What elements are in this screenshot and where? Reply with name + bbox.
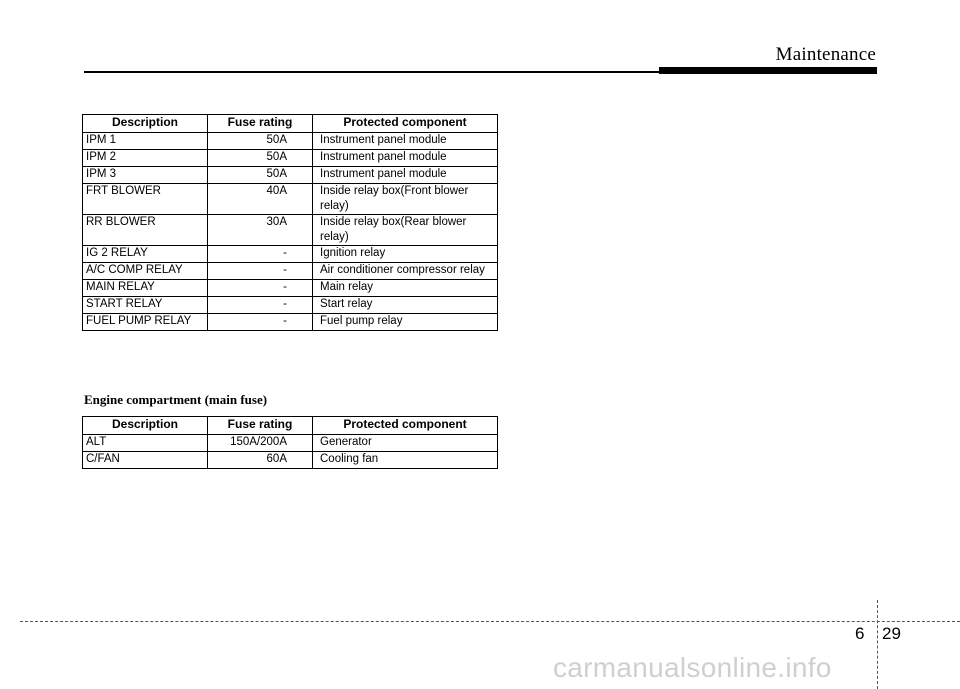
- table-row: [83, 263, 498, 280]
- cell-description: ALT: [83, 435, 208, 452]
- cell-fuse-rating: 60A: [208, 452, 313, 469]
- cell-description: IPM 1: [83, 133, 208, 150]
- cell-protected-component: [313, 314, 498, 331]
- watermark: carmanualsonline.info: [553, 652, 832, 683]
- cell-fuse-rating: -: [208, 263, 313, 280]
- cell-fuse-rating: 50A: [208, 167, 313, 184]
- table-row: [83, 215, 498, 246]
- component-text: Generator: [320, 436, 372, 448]
- component-text: Instrument panel module: [320, 151, 447, 163]
- cell-protected-component: [313, 280, 498, 297]
- cell-description: C/FAN: [83, 452, 208, 469]
- table-row: [83, 246, 498, 263]
- cell-fuse-rating: 30A: [208, 215, 313, 246]
- table-header-row: [83, 115, 498, 133]
- component-text: Inside relay box(Front blower: [320, 185, 469, 197]
- cell-fuse-rating: -: [208, 297, 313, 314]
- cell-protected-component: [313, 133, 498, 150]
- section-title: Maintenance: [775, 44, 876, 65]
- header-rule: [84, 71, 659, 73]
- cell-protected-component: [313, 184, 498, 215]
- component-text-continued: relay): [320, 231, 349, 243]
- column-header-description: Description: [83, 115, 208, 133]
- column-header-description: Description: [83, 417, 208, 435]
- table-row: [83, 184, 498, 215]
- cell-protected-component: [313, 263, 498, 280]
- cell-description: MAIN RELAY: [83, 280, 208, 297]
- cell-description: START RELAY: [83, 297, 208, 314]
- table-row: [83, 167, 498, 184]
- cell-protected-component: [313, 246, 498, 263]
- component-text-continued: relay): [320, 200, 349, 212]
- table-row: [83, 314, 498, 331]
- column-header-protected-component: Protected component: [313, 417, 498, 435]
- component-text: Inside relay box(Rear blower: [320, 216, 467, 228]
- component-text: Start relay: [320, 298, 373, 310]
- table-row: [83, 297, 498, 314]
- cell-description: IG 2 RELAY: [83, 246, 208, 263]
- cell-fuse-rating: 150A/200A: [208, 435, 313, 452]
- header-rule-accent: [659, 67, 877, 74]
- cell-fuse-rating: -: [208, 246, 313, 263]
- component-text: Cooling fan: [320, 453, 379, 465]
- section-heading-engine-compartment: Engine compartment (main fuse): [84, 392, 268, 407]
- table-row: [83, 133, 498, 150]
- cell-description: IPM 2: [83, 150, 208, 167]
- table-header-row: [83, 417, 498, 435]
- component-text: Instrument panel module: [320, 168, 447, 180]
- cell-description: FRT BLOWER: [83, 184, 208, 215]
- cell-protected-component: [313, 167, 498, 184]
- cell-protected-component: [313, 297, 498, 314]
- component-text: Instrument panel module: [320, 134, 447, 146]
- page-number: 29: [882, 624, 901, 643]
- table-row: [83, 150, 498, 167]
- cell-fuse-rating: -: [208, 314, 313, 331]
- fuse-table-engine-main: [82, 416, 498, 469]
- cell-description: FUEL PUMP RELAY: [83, 314, 208, 331]
- component-text: Air conditioner compressor relay: [320, 264, 485, 276]
- footer-divider: [877, 600, 878, 689]
- cell-description: A/C COMP RELAY: [83, 263, 208, 280]
- column-header-fuse-rating: Fuse rating: [208, 115, 313, 133]
- cell-fuse-rating: 40A: [208, 184, 313, 215]
- cell-fuse-rating: -: [208, 280, 313, 297]
- cell-description: RR BLOWER: [83, 215, 208, 246]
- cell-protected-component: [313, 150, 498, 167]
- cell-fuse-rating: 50A: [208, 150, 313, 167]
- fuse-table-passenger: [82, 114, 498, 331]
- component-text: Main relay: [320, 281, 374, 293]
- cell-protected-component: [313, 452, 498, 469]
- footer-rule: [20, 621, 960, 622]
- table-row: [83, 452, 498, 469]
- cell-protected-component: [313, 435, 498, 452]
- chapter-number: 6: [855, 624, 865, 643]
- table-row: [83, 435, 498, 452]
- column-header-protected-component: Protected component: [313, 115, 498, 133]
- column-header-fuse-rating: Fuse rating: [208, 417, 313, 435]
- cell-protected-component: [313, 215, 498, 246]
- component-text: Ignition relay: [320, 247, 386, 259]
- component-text: Fuel pump relay: [320, 315, 403, 327]
- cell-description: IPM 3: [83, 167, 208, 184]
- table-row: [83, 280, 498, 297]
- cell-fuse-rating: 50A: [208, 133, 313, 150]
